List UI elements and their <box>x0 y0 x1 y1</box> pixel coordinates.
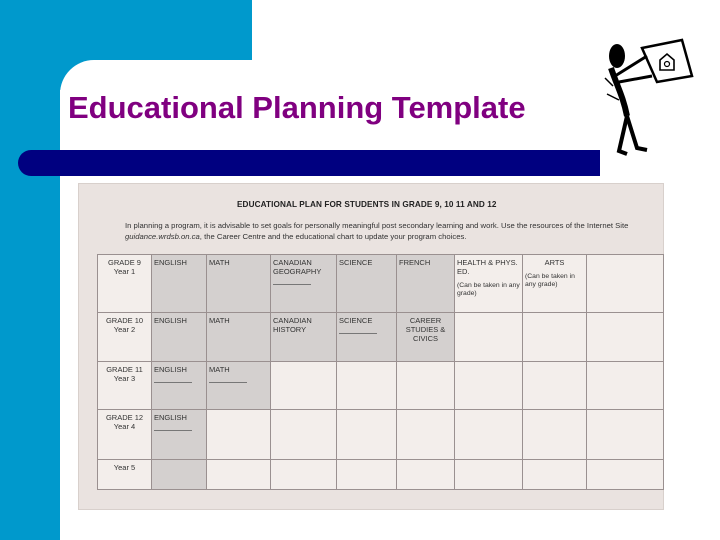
empty-cell <box>587 362 664 410</box>
course-label: MATH <box>209 365 230 374</box>
empty-cell <box>207 410 271 460</box>
course-cell <box>207 313 271 362</box>
course-cell <box>152 255 207 313</box>
course-cell <box>152 362 207 410</box>
empty-cell <box>271 460 337 490</box>
table-row <box>98 362 664 410</box>
grade-label: GRADE 12 <box>105 413 144 422</box>
empty-cell <box>587 313 664 362</box>
blank-line <box>154 430 192 431</box>
course-cell <box>523 255 587 313</box>
grade-label: GRADE 9 <box>108 258 141 267</box>
blank-line <box>339 333 377 334</box>
empty-cell <box>337 460 397 490</box>
blank-line <box>273 284 311 285</box>
blank-line <box>209 382 247 383</box>
course-label: FRENCH <box>399 258 431 267</box>
course-label: ENGLISH <box>154 316 187 325</box>
empty-cell <box>587 255 664 313</box>
frame-left-accent <box>0 0 60 540</box>
empty-cell <box>523 362 587 410</box>
course-cell <box>455 255 523 313</box>
course-note: (Can be taken in any grade) <box>457 282 520 297</box>
grade-cell <box>98 410 152 460</box>
empty-cell <box>207 460 271 490</box>
empty-cell <box>523 410 587 460</box>
empty-cell <box>397 362 455 410</box>
document-heading: EDUCATIONAL PLAN FOR STUDENTS IN GRADE 9, 10 11 AND 12 <box>237 200 497 209</box>
empty-cell <box>337 362 397 410</box>
course-label: HEALTH & PHYS. ED. <box>457 258 518 276</box>
course-label: SCIENCE <box>339 316 373 325</box>
course-cell <box>152 410 207 460</box>
empty-cell <box>455 313 523 362</box>
course-cell <box>271 255 337 313</box>
table-row <box>98 313 664 362</box>
grade-label: GRADE 10 <box>105 316 144 325</box>
stick-figure-holding-sign-icon <box>597 36 697 166</box>
course-cell <box>397 255 455 313</box>
empty-cell <box>455 460 523 490</box>
empty-cell <box>397 460 455 490</box>
course-label: MATH <box>209 258 230 267</box>
course-label: ARTS <box>544 258 565 267</box>
course-label: CANADIAN GEOGRAPHY <box>273 258 322 276</box>
year-label: Year 5 <box>113 463 136 472</box>
blank-line <box>154 382 192 383</box>
empty-cell <box>397 410 455 460</box>
empty-cell <box>337 410 397 460</box>
empty-cell <box>523 313 587 362</box>
course-cell <box>397 313 455 362</box>
empty-cell <box>271 362 337 410</box>
year-label: Year 4 <box>113 422 136 431</box>
title-underline-bar <box>18 150 600 176</box>
intro-text-start: In planning a program, it is advisable to set goals for personally meaningful post secondary learning and work. Use the resources of the Internet Site <box>125 221 629 230</box>
course-label: ENGLISH <box>154 413 187 422</box>
course-label: SCIENCE <box>339 258 373 267</box>
planning-table <box>97 254 664 490</box>
table-row <box>98 410 664 460</box>
empty-cell <box>152 460 207 490</box>
intro-website: guidance.wrdsb.on.ca <box>125 231 200 241</box>
empty-cell <box>587 410 664 460</box>
course-cell <box>207 255 271 313</box>
course-cell <box>337 313 397 362</box>
course-cell <box>337 255 397 313</box>
empty-cell <box>587 460 664 490</box>
course-note: (Can be taken in any grade) <box>525 273 575 288</box>
course-label: ENGLISH <box>154 365 187 374</box>
empty-cell <box>455 410 523 460</box>
empty-cell <box>271 410 337 460</box>
year-label: Year 1 <box>113 267 136 276</box>
course-label: MATH <box>209 316 230 325</box>
slide-title: Educational Planning Template <box>68 90 526 125</box>
document-intro <box>125 221 645 242</box>
intro-text-end: , the Career Centre and the educational chart to update your program choices. <box>199 231 467 241</box>
grade-label: GRADE 11 <box>106 365 143 374</box>
empty-cell <box>523 460 587 490</box>
year-label: Year 2 <box>113 325 136 334</box>
course-cell <box>152 313 207 362</box>
scanned-plan-document <box>78 183 664 510</box>
course-label: CANADIAN HISTORY <box>273 316 312 334</box>
table-row <box>98 255 664 313</box>
course-cell <box>207 362 271 410</box>
course-label: ENGLISH <box>154 258 187 267</box>
grade-cell <box>98 255 152 313</box>
table-row <box>98 460 664 490</box>
course-cell <box>271 313 337 362</box>
grade-cell <box>98 362 152 410</box>
empty-cell <box>455 362 523 410</box>
year-label: Year 3 <box>113 374 136 383</box>
grade-cell <box>98 313 152 362</box>
course-label: CAREER STUDIES & CIVICS <box>405 316 446 343</box>
grade-cell <box>98 460 152 490</box>
